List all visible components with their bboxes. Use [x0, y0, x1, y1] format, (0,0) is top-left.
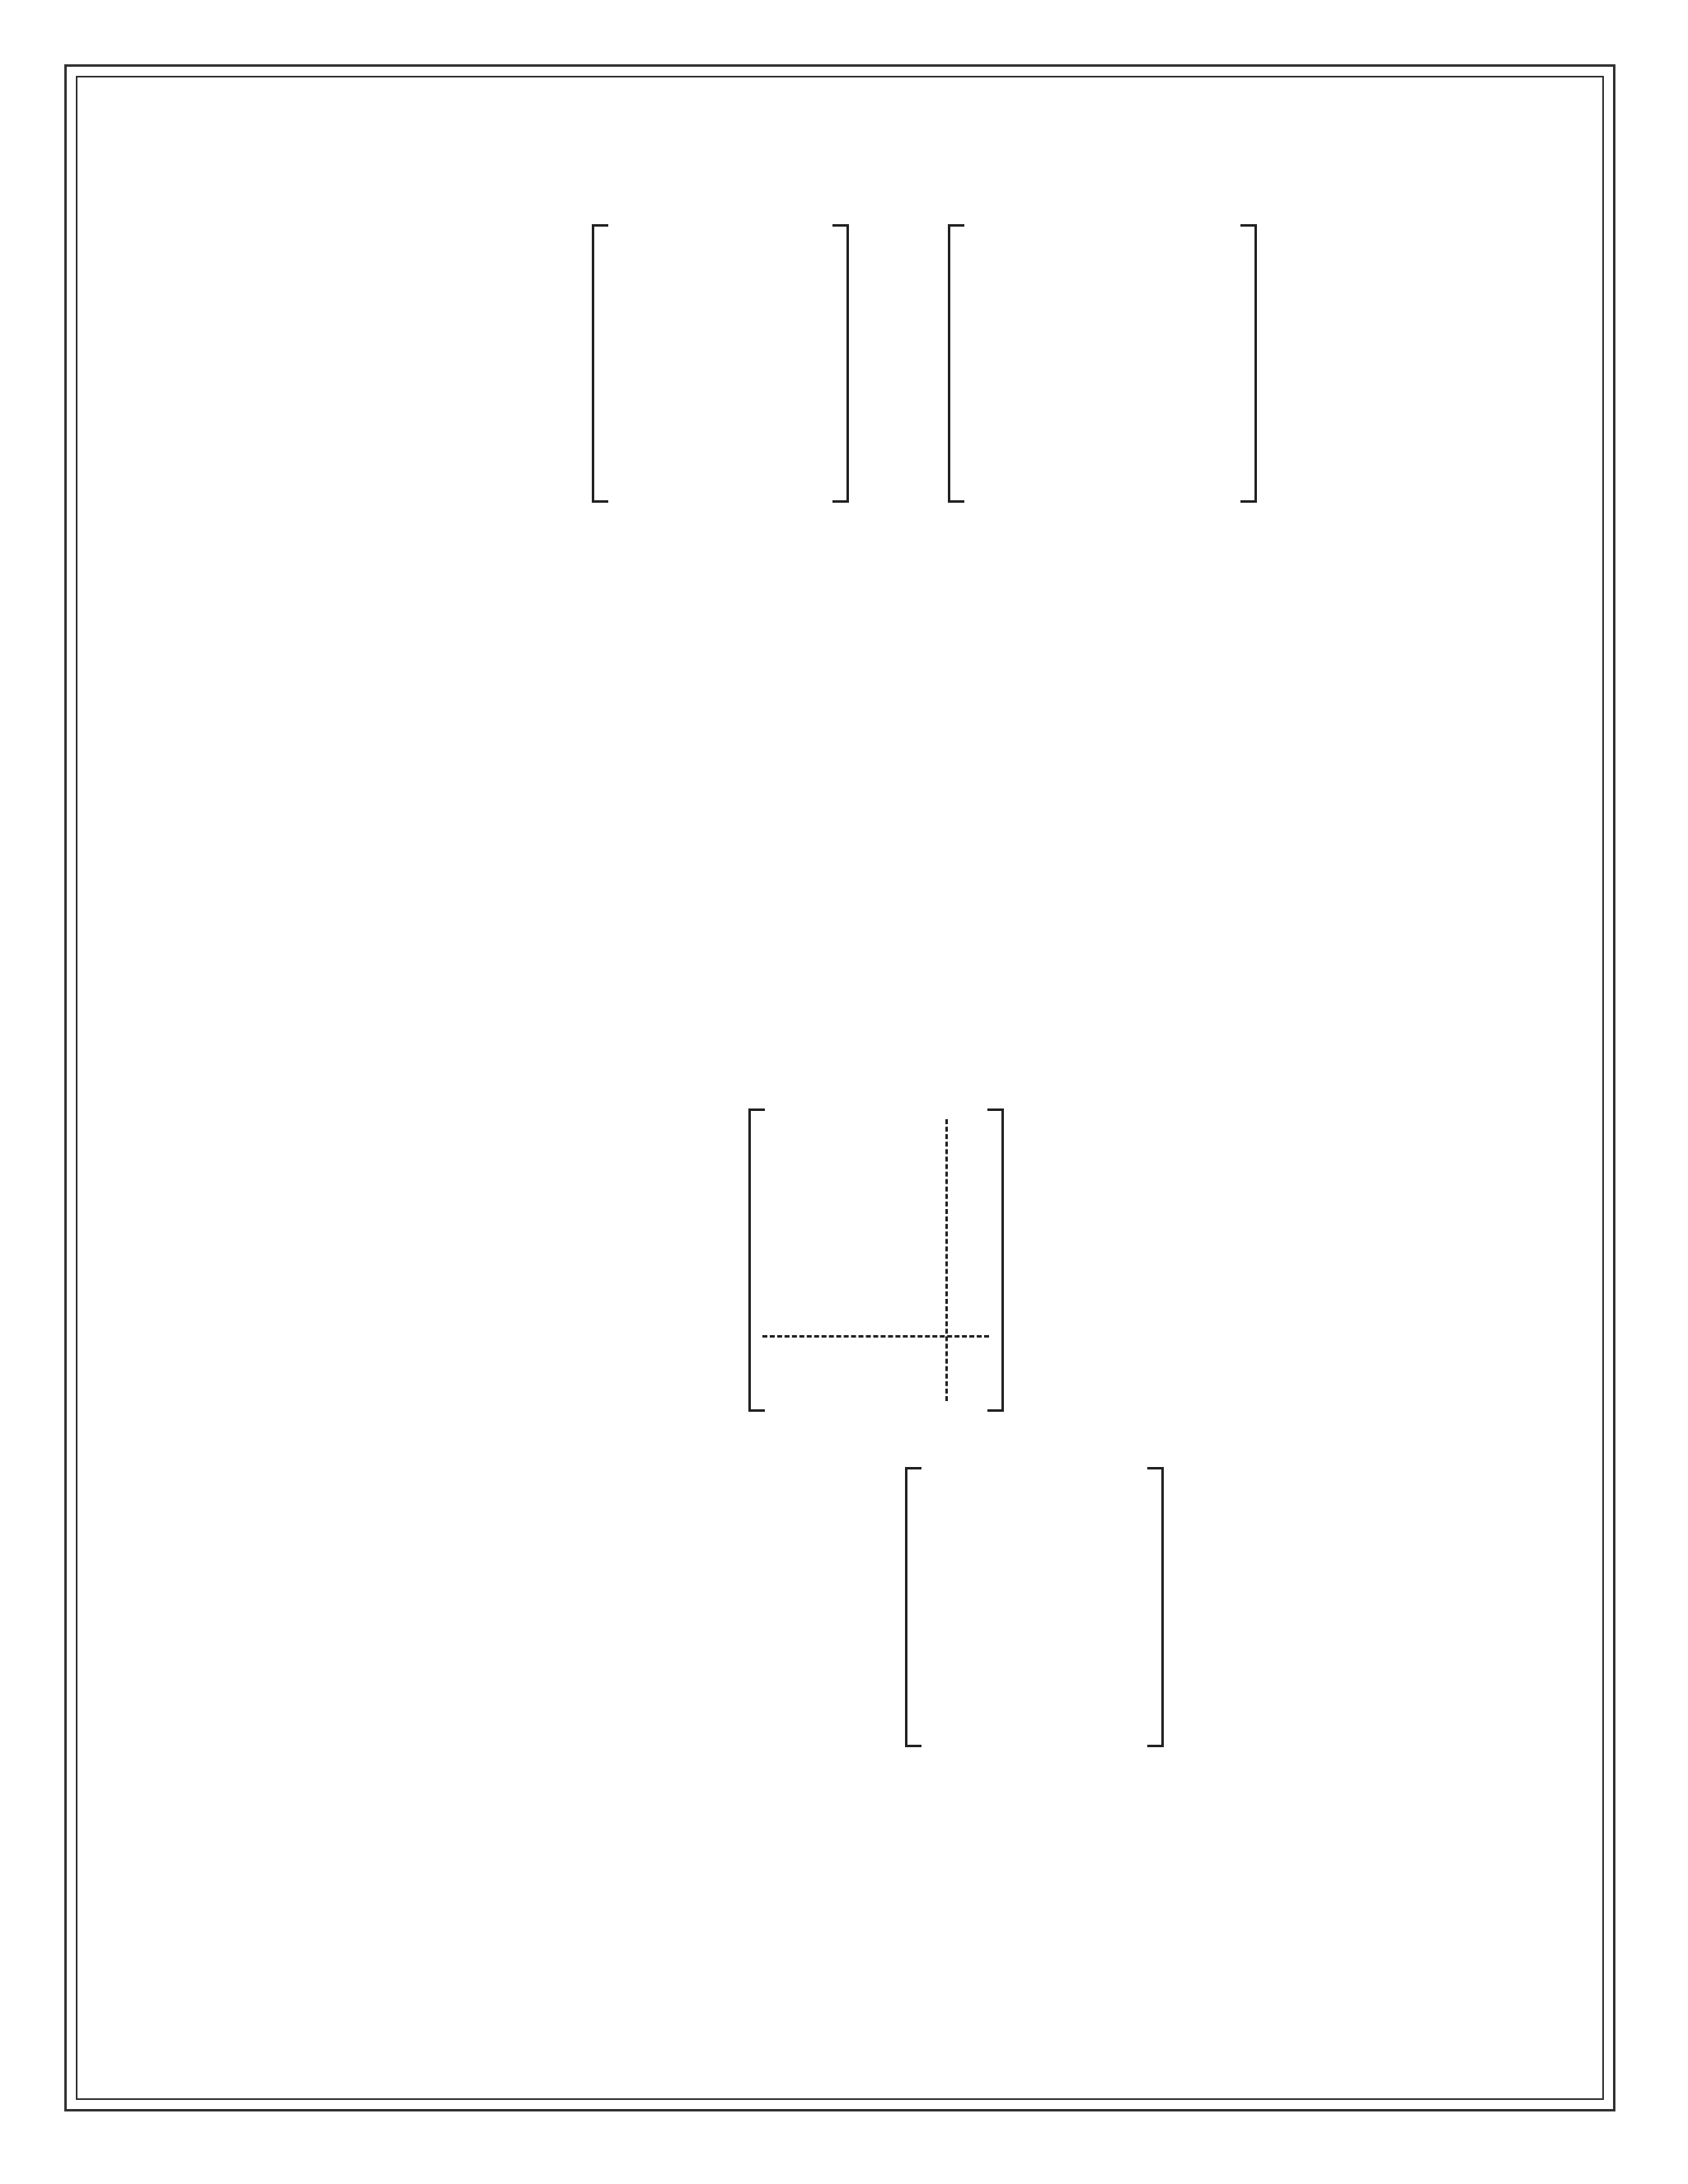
matrix3-horizontal-partition — [762, 1335, 989, 1338]
matrix4-left-bracket — [905, 1467, 921, 1747]
matrix4-right-bracket — [1147, 1467, 1164, 1747]
matrix3-left-bracket — [748, 1108, 765, 1412]
matrix1-right-bracket — [832, 224, 849, 503]
matrix3-right-bracket — [987, 1108, 1004, 1412]
matrix2-right-bracket — [1240, 224, 1257, 503]
matrix1-left-bracket — [592, 224, 608, 503]
matrix2-left-bracket — [948, 224, 964, 503]
matrix3-vertical-partition — [945, 1119, 948, 1401]
